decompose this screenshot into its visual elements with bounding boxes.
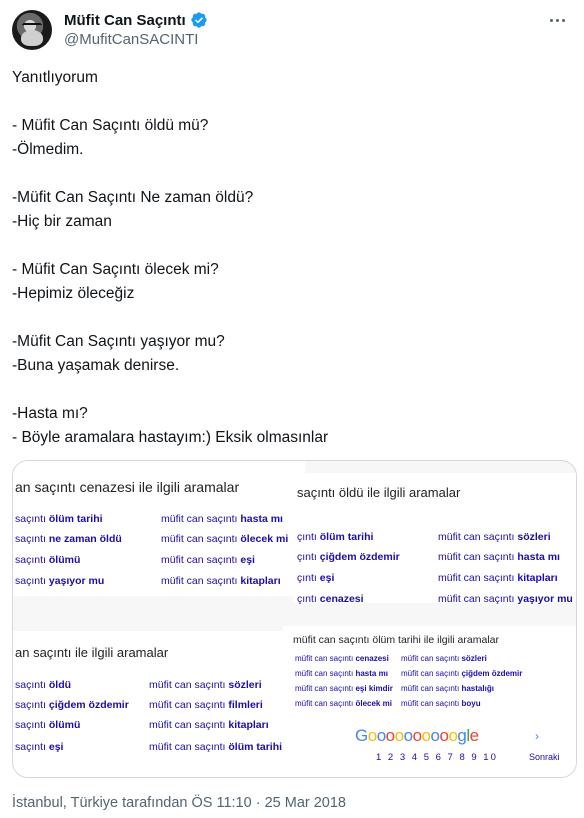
chevron-right-icon: › bbox=[535, 729, 539, 743]
tweet-location: İstanbul, Türkiye tarafından bbox=[12, 795, 188, 811]
related-search-link: müfit can saçıntı hasta mı bbox=[438, 551, 560, 563]
more-options-icon[interactable] bbox=[546, 14, 568, 26]
panel-d-title: müfit can saçıntı ölüm tarihi ile ilgili aramalar bbox=[293, 634, 499, 646]
related-search-link: saçıntı yaşıyor mu bbox=[15, 575, 105, 587]
panel-c-title: an saçıntı ile ilgili aramalar bbox=[15, 645, 169, 660]
search-panel-c bbox=[13, 631, 288, 778]
verified-badge-icon bbox=[190, 11, 208, 29]
tweet-time[interactable]: ÖS 11:10 bbox=[191, 795, 252, 811]
related-search-link: müfit can saçıntı boyu bbox=[401, 699, 481, 708]
tweet-header bbox=[12, 10, 572, 52]
tweet-line bbox=[12, 90, 572, 114]
related-search-link: çıntı çiğdem özdemir bbox=[297, 551, 400, 563]
related-search-link: müfit can saçıntı sözleri bbox=[438, 531, 551, 543]
related-search-link: müfit can saçıntı ölecek mi bbox=[161, 533, 289, 545]
pagination-numbers: 1 2 3 4 5 6 7 8 9 10 bbox=[376, 752, 498, 763]
tweet-line bbox=[12, 378, 572, 402]
tweet-line: -Buna yaşamak denirse. bbox=[12, 357, 180, 374]
related-search-link: saçıntı ölümü bbox=[15, 554, 81, 566]
next-page-label: Sonraki bbox=[529, 752, 560, 762]
related-search-link: müfit can saçıntı kitapları bbox=[149, 719, 269, 731]
related-search-link: müfit can saçıntı kitapları bbox=[438, 572, 558, 584]
tweet-line: -Müfit Can Saçıntı Ne zaman öldü? bbox=[12, 189, 254, 206]
tweet-line bbox=[12, 162, 572, 186]
author-display-name[interactable]: Müfit Can Saçıntı bbox=[64, 11, 186, 29]
related-search-link: saçıntı ölümü bbox=[15, 719, 81, 731]
tweet-line bbox=[12, 306, 572, 330]
avatar[interactable] bbox=[12, 10, 52, 50]
related-search-link: müfit can saçıntı kitapları bbox=[161, 575, 281, 587]
author-handle[interactable]: @MufitCanSACINTI bbox=[64, 31, 199, 48]
related-search-link: müfit can saçıntı hasta mı bbox=[161, 513, 283, 525]
tweet-line: - Müfit Can Saçıntı ölecek mi? bbox=[12, 261, 219, 278]
tweet-line: -Hasta mı? bbox=[12, 405, 88, 422]
tweet-line: - Müfit Can Saçıntı öldü mü? bbox=[12, 117, 209, 134]
tweet-line: - Böyle aramalara hastayım:) Eksik olmasınlar bbox=[12, 429, 329, 446]
author-name-row[interactable] bbox=[64, 11, 208, 29]
tweet-date[interactable]: 25 Mar 2018 bbox=[264, 795, 346, 811]
meta-separator: · bbox=[251, 795, 265, 811]
related-search-link: müfit can saçıntı sözleri bbox=[401, 654, 487, 663]
tweet-line: -Hiç bir zaman bbox=[12, 213, 112, 230]
related-search-link: müfit can saçıntı sözleri bbox=[149, 679, 262, 691]
tweet-line: -Ölmedim. bbox=[12, 141, 84, 158]
related-search-link: müfit can saçıntı cenazesi bbox=[295, 654, 389, 663]
tweet-line: -Hepimiz öleceğiz bbox=[12, 285, 135, 302]
related-search-link: müfit can saçıntı eşi kimdir bbox=[295, 684, 393, 693]
tweet-media-image[interactable] bbox=[12, 460, 577, 778]
related-search-link: saçıntı ne zaman öldü bbox=[15, 533, 122, 545]
related-search-link: müfit can saçıntı ölüm tarihi bbox=[149, 741, 283, 753]
related-search-link: müfit can saçıntı hasta mı bbox=[295, 669, 388, 678]
tweet-line: -Müfit Can Saçıntı yaşıyor mu? bbox=[12, 333, 225, 350]
related-search-link: müfit can saçıntı çiğdem özdemir bbox=[401, 669, 523, 678]
related-search-link: çıntı eşi bbox=[297, 572, 335, 584]
related-search-link: müfit can saçıntı eşi bbox=[161, 554, 255, 566]
related-search-link: müfit can saçıntı yaşıyor mu bbox=[438, 593, 573, 605]
related-search-link: müfit can saçıntı hastalığı bbox=[401, 684, 494, 693]
related-search-link: saçıntı ölüm tarihi bbox=[15, 513, 103, 525]
search-panel-a bbox=[13, 461, 305, 596]
search-panel-b bbox=[293, 473, 577, 603]
tweet-line bbox=[12, 234, 572, 258]
google-logo: Goooooooooogle bbox=[355, 726, 479, 745]
related-search-link: çıntı cenazesi bbox=[297, 593, 364, 605]
tweet-text bbox=[12, 66, 572, 450]
panel-b-title: saçıntı öldü ile ilgili aramalar bbox=[297, 485, 461, 500]
related-search-link: çıntı ölüm tarihi bbox=[297, 531, 374, 543]
related-search-link: müfit can saçıntı ölecek mi bbox=[295, 699, 392, 708]
panel-a-title: an saçıntı cenazesi ile ilgili aramalar bbox=[15, 479, 240, 495]
related-search-link: saçıntı eşi bbox=[15, 741, 64, 753]
tweet-meta bbox=[12, 795, 346, 811]
related-search-link: saçıntı çiğdem özdemir bbox=[15, 699, 129, 711]
related-search-link: müfit can saçıntı filmleri bbox=[149, 699, 263, 711]
search-panel-d bbox=[283, 626, 577, 778]
related-search-link: saçıntı öldü bbox=[15, 679, 72, 691]
tweet-line: Yanıtlıyorum bbox=[12, 69, 98, 86]
